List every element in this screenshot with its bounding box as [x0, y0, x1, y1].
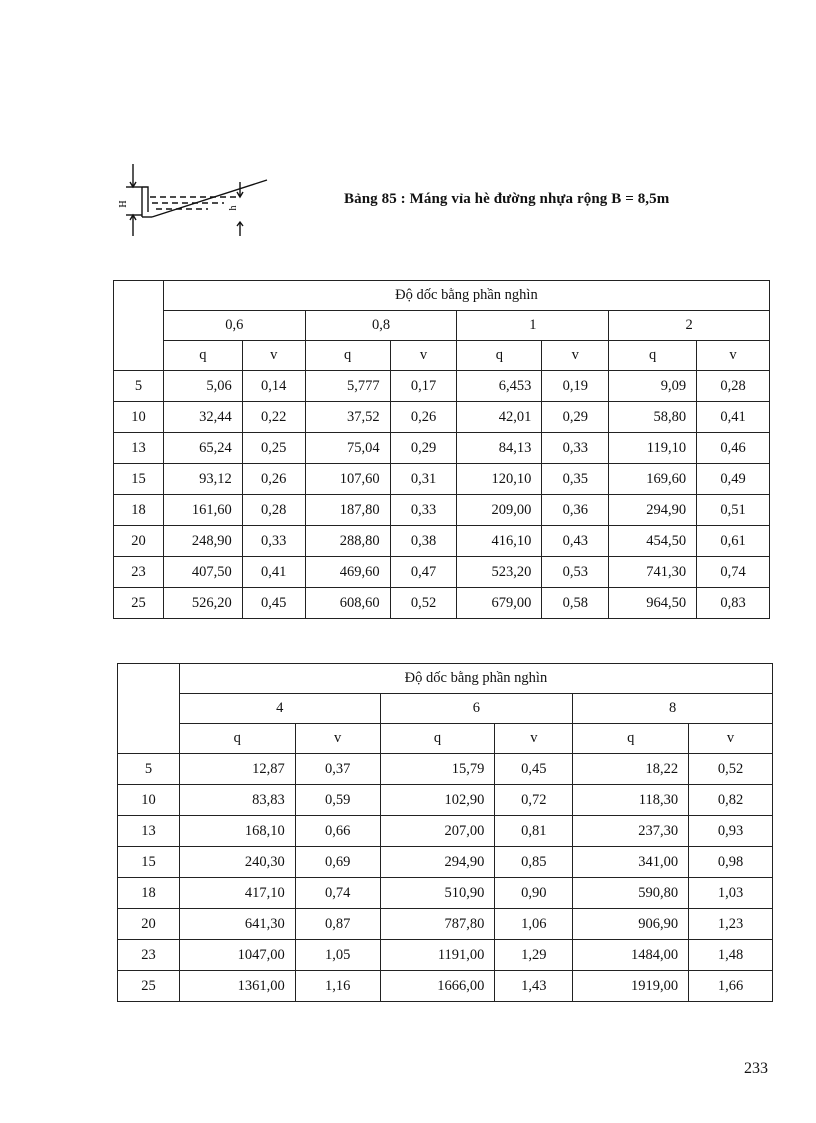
- table-row: [114, 588, 770, 619]
- cell-q: 454,50: [609, 526, 697, 557]
- cell-v: 0,35: [542, 464, 609, 495]
- cell-q: 58,80: [609, 402, 697, 433]
- cell-v: 1,05: [295, 940, 380, 971]
- cell-v: 0,28: [697, 371, 770, 402]
- cell-q: 1919,00: [573, 971, 689, 1002]
- table-caption: Bảng 85 : Máng vỉa hè đường nhựa rộng B = 8,5m: [344, 191, 670, 207]
- cell-v: 0,36: [542, 495, 609, 526]
- cell-q: 161,60: [163, 495, 242, 526]
- cell-v: 0,45: [242, 588, 305, 619]
- row-label: 18: [118, 878, 180, 909]
- cell-v: 0,22: [242, 402, 305, 433]
- column-header-v: v: [295, 724, 380, 754]
- cell-q: 83,83: [179, 785, 295, 816]
- cell-v: 0,52: [689, 754, 773, 785]
- cell-v: 0,49: [697, 464, 770, 495]
- cell-q: 9,09: [609, 371, 697, 402]
- row-label: 13: [114, 433, 164, 464]
- cell-v: 0,43: [542, 526, 609, 557]
- cell-v: 1,66: [689, 971, 773, 1002]
- cell-v: 0,14: [242, 371, 305, 402]
- cell-q: 590,80: [573, 878, 689, 909]
- column-header-q: q: [380, 724, 495, 754]
- row-label: 5: [114, 371, 164, 402]
- table-row: [118, 878, 773, 909]
- cell-q: 12,87: [179, 754, 295, 785]
- cell-v: 0,41: [242, 557, 305, 588]
- cell-v: 0,90: [495, 878, 573, 909]
- table-row: [118, 909, 773, 940]
- cell-v: 0,98: [689, 847, 773, 878]
- cell-q: 679,00: [457, 588, 542, 619]
- cell-v: 1,06: [495, 909, 573, 940]
- column-header-q: q: [305, 341, 390, 371]
- cell-v: 0,66: [295, 816, 380, 847]
- table-row: [118, 785, 773, 816]
- row-label: 25: [114, 588, 164, 619]
- page-number: 233: [744, 1060, 768, 1077]
- column-header-v: v: [542, 341, 609, 371]
- column-header-q: q: [573, 724, 689, 754]
- cell-v: 0,33: [390, 495, 457, 526]
- cell-q: 102,90: [380, 785, 495, 816]
- cell-v: 0,31: [390, 464, 457, 495]
- cell-q: 1666,00: [380, 971, 495, 1002]
- cell-v: 0,74: [697, 557, 770, 588]
- cell-v: 0,46: [697, 433, 770, 464]
- cell-q: 510,90: [380, 878, 495, 909]
- cell-v: 0,85: [495, 847, 573, 878]
- cell-v: 0,26: [242, 464, 305, 495]
- row-label: 18: [114, 495, 164, 526]
- cell-v: 0,51: [697, 495, 770, 526]
- table-row: [118, 971, 773, 1002]
- table-row: [114, 371, 770, 402]
- slope-header: 1: [457, 311, 609, 341]
- row-label: 20: [118, 909, 180, 940]
- cell-q: 42,01: [457, 402, 542, 433]
- row-label: 13: [118, 816, 180, 847]
- cell-q: 407,50: [163, 557, 242, 588]
- cell-q: 741,30: [609, 557, 697, 588]
- cell-q: 37,52: [305, 402, 390, 433]
- cell-v: 0,69: [295, 847, 380, 878]
- cell-v: 0,52: [390, 588, 457, 619]
- column-header-q: q: [457, 341, 542, 371]
- cell-q: 119,10: [609, 433, 697, 464]
- cell-q: 641,30: [179, 909, 295, 940]
- row-label: 15: [118, 847, 180, 878]
- slope-header: 2: [609, 311, 770, 341]
- cell-q: 240,30: [179, 847, 295, 878]
- cell-q: 168,10: [179, 816, 295, 847]
- row-label: 10: [118, 785, 180, 816]
- cell-q: 5,777: [305, 371, 390, 402]
- column-header-q: q: [179, 724, 295, 754]
- slope-header: 0,8: [305, 311, 457, 341]
- table-row: [114, 402, 770, 433]
- cell-q: 288,80: [305, 526, 390, 557]
- cell-v: 1,29: [495, 940, 573, 971]
- cell-q: 107,60: [305, 464, 390, 495]
- table-slope-0-6-to-2: [113, 280, 770, 619]
- cell-q: 964,50: [609, 588, 697, 619]
- row-label: 23: [114, 557, 164, 588]
- cell-q: 523,20: [457, 557, 542, 588]
- cell-v: 0,83: [697, 588, 770, 619]
- cell-q: 1047,00: [179, 940, 295, 971]
- cell-v: 0,81: [495, 816, 573, 847]
- table-row: [114, 464, 770, 495]
- cell-v: 0,59: [295, 785, 380, 816]
- slope-header: 4: [179, 694, 380, 724]
- cell-q: 294,90: [380, 847, 495, 878]
- cell-q: 32,44: [163, 402, 242, 433]
- cell-q: 169,60: [609, 464, 697, 495]
- cell-v: 1,48: [689, 940, 773, 971]
- cell-q: 18,22: [573, 754, 689, 785]
- cell-q: 1484,00: [573, 940, 689, 971]
- row-label: 25: [118, 971, 180, 1002]
- cell-v: 0,29: [390, 433, 457, 464]
- column-header-v: v: [689, 724, 773, 754]
- table1-body: [114, 371, 770, 619]
- cell-q: 906,90: [573, 909, 689, 940]
- cell-q: 787,80: [380, 909, 495, 940]
- cell-v: 0,38: [390, 526, 457, 557]
- slope-header: 6: [380, 694, 573, 724]
- cell-v: 0,53: [542, 557, 609, 588]
- row-label: 10: [114, 402, 164, 433]
- cell-v: 1,43: [495, 971, 573, 1002]
- column-header-q: q: [163, 341, 242, 371]
- row-label: 20: [114, 526, 164, 557]
- cell-v: 0,41: [697, 402, 770, 433]
- group-header: Độ dốc bằng phần nghìn: [179, 664, 772, 694]
- cell-q: 469,60: [305, 557, 390, 588]
- column-header-q: q: [609, 341, 697, 371]
- group-header: Độ dốc bằng phần nghìn: [163, 281, 769, 311]
- diagram-label-h: h: [228, 205, 239, 211]
- cell-q: 248,90: [163, 526, 242, 557]
- corner-cell: [118, 664, 180, 754]
- cell-v: 0,33: [542, 433, 609, 464]
- table-row: [118, 816, 773, 847]
- table-row: [114, 557, 770, 588]
- cell-q: 15,79: [380, 754, 495, 785]
- cell-q: 207,00: [380, 816, 495, 847]
- table-row: [118, 847, 773, 878]
- table-slope-4-to-8: [117, 663, 773, 1002]
- cell-q: 84,13: [457, 433, 542, 464]
- cell-q: 75,04: [305, 433, 390, 464]
- diagram-label-H: H: [118, 200, 129, 208]
- cell-v: 0,29: [542, 402, 609, 433]
- table-row: [114, 526, 770, 557]
- cell-q: 6,453: [457, 371, 542, 402]
- table-row: [118, 754, 773, 785]
- column-header-v: v: [390, 341, 457, 371]
- cell-v: 0,72: [495, 785, 573, 816]
- cell-v: 0,17: [390, 371, 457, 402]
- corner-cell: [114, 281, 164, 371]
- cell-v: 0,93: [689, 816, 773, 847]
- table-row: [118, 940, 773, 971]
- cell-v: 0,74: [295, 878, 380, 909]
- cell-q: 93,12: [163, 464, 242, 495]
- cell-v: 0,33: [242, 526, 305, 557]
- column-header-v: v: [495, 724, 573, 754]
- cell-q: 5,06: [163, 371, 242, 402]
- slope-header: 8: [573, 694, 773, 724]
- cell-v: 1,16: [295, 971, 380, 1002]
- table-row: [114, 495, 770, 526]
- cell-q: 118,30: [573, 785, 689, 816]
- cell-v: 0,26: [390, 402, 457, 433]
- row-label: 15: [114, 464, 164, 495]
- cell-q: 1361,00: [179, 971, 295, 1002]
- cell-v: 1,23: [689, 909, 773, 940]
- cell-v: 0,47: [390, 557, 457, 588]
- cell-q: 294,90: [609, 495, 697, 526]
- cell-v: 0,19: [542, 371, 609, 402]
- slope-header: 0,6: [163, 311, 305, 341]
- column-header-v: v: [242, 341, 305, 371]
- cell-v: 0,87: [295, 909, 380, 940]
- cell-v: 0,37: [295, 754, 380, 785]
- cell-q: 417,10: [179, 878, 295, 909]
- column-header-v: v: [697, 341, 770, 371]
- cell-v: 0,82: [689, 785, 773, 816]
- cell-q: 120,10: [457, 464, 542, 495]
- cell-q: 416,10: [457, 526, 542, 557]
- cell-v: 0,28: [242, 495, 305, 526]
- cell-v: 0,25: [242, 433, 305, 464]
- cell-q: 1191,00: [380, 940, 495, 971]
- cell-q: 608,60: [305, 588, 390, 619]
- cell-q: 209,00: [457, 495, 542, 526]
- cell-v: 1,03: [689, 878, 773, 909]
- cell-q: 237,30: [573, 816, 689, 847]
- table2-body: [118, 754, 773, 1002]
- cell-v: 0,61: [697, 526, 770, 557]
- gutter-cross-section-diagram: [112, 160, 272, 240]
- cell-q: 341,00: [573, 847, 689, 878]
- row-label: 5: [118, 754, 180, 785]
- table-row: [114, 433, 770, 464]
- cell-q: 65,24: [163, 433, 242, 464]
- cell-q: 526,20: [163, 588, 242, 619]
- cell-q: 187,80: [305, 495, 390, 526]
- row-label: 23: [118, 940, 180, 971]
- cell-v: 0,45: [495, 754, 573, 785]
- cell-v: 0,58: [542, 588, 609, 619]
